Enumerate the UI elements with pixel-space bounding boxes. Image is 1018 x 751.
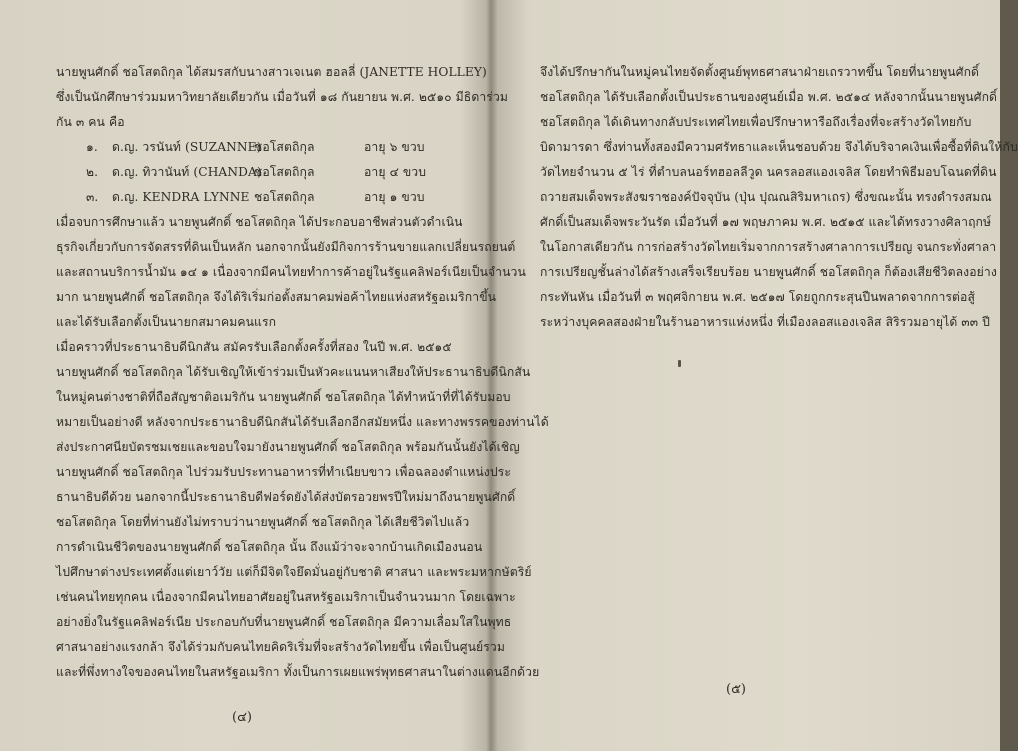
text-line: การเปรียญชั้นล่างได้สร้างเสร็จเรียบร้อย นายพูนศักดิ์ ชอโสตถิกุล ก็ต้องเสียชีวิตลงอย่าง	[540, 265, 997, 279]
left-page-text	[56, 60, 549, 685]
list-item	[56, 135, 456, 160]
text-line: การดำเนินชีวิตของนายพูนศักดิ์ ชอโสตถิกุล นั้น ถึงแม้ว่าจะจากบ้านเกิดเมืองนอน	[56, 540, 483, 554]
child-name: ด.ญ. KENDRA LYNNE	[112, 190, 250, 204]
paragraph-career	[56, 210, 526, 335]
child-age: อายุ ๖ ขวบ	[364, 140, 425, 154]
paragraph-buddhist-center	[540, 60, 1018, 335]
text-line: และสถานบริการน้ำมัน ๑๔ ๑ เนื่องจากมีคนไทยทำการค้าอยู่ในรัฐแคลิฟอร์เนียเป็นจำนวน	[56, 265, 526, 279]
text-line: หมายเป็นอย่างดี หลังจากประธานาธิบดีนิกสันได้รับเลือกอีกสมัยหนึ่ง และทางพรรคของท่านได้	[56, 415, 549, 429]
text-line: ในหมู่คนต่างชาติที่ถือสัญชาติอเมริกัน นายพูนศักดิ์ ชอโสตถิกุล ได้ทำหน้าที่ที่ได้รับมอบ	[56, 390, 511, 404]
child-number: ๑.	[86, 140, 98, 154]
child-number: ๒.	[86, 165, 99, 179]
text-line: อย่างยิ่งในรัฐแคลิฟอร์เนีย ประกอบกับที่นายพูนศักดิ์ ชอโสตถิกุล มีความเลื่อมใสในพุทธ	[56, 615, 512, 629]
list-item	[56, 185, 456, 210]
text-line: มาก นายพูนศักดิ์ ชอโสตถิกุล จึงได้ริเริ่มก่อตั้งสมาคมพ่อค้าไทยแห่งสหรัฐอเมริกาขึ้น	[56, 290, 497, 304]
child-name: ด.ญ. วรนันท์ (SUZANNE)	[112, 140, 262, 154]
text-line: ศักดิ์เป็นสมเด็จพระวันรัต เมื่อวันที่ ๑๗ พฤษภาคม พ.ศ. ๒๕๑๕ และได้ทรงวางศิลาฤกษ์	[540, 215, 992, 229]
text-line: ธุรกิจเกี่ยวกับการจัดสรรที่ดินเป็นหลัก นอกจากนั้นยังมีกิจการร้านขายแลกเปลี่ยนรถยนต์	[56, 240, 516, 254]
text-line: ธานาธิบดีด้วย นอกจากนี้ประธานาธิบดีฟอร์ดยังได้ส่งบัตรอวยพรปีใหม่มาถึงนายพูนศักดิ์	[56, 490, 516, 504]
ink-mark	[678, 360, 681, 367]
child-age: อายุ ๑ ขวบ	[364, 190, 425, 204]
text-line: นายพูนศักดิ์ ชอโสตถิกุล ไปร่วมรับประทานอาหารที่ทำเนียบขาว เพื่อฉลองตำแหน่งประ	[56, 465, 511, 479]
child-surname: ชอโสตถิกุล	[254, 165, 315, 179]
text-line: ไปศึกษาต่างประเทศตั้งแต่เยาว์วัย แต่ก็มีจิตใจยึดมั่นอยู่กับชาติ ศาสนา และพระมหากษัตริย์	[56, 565, 532, 579]
text-line: ศาสนาอย่างแรงกล้า จึงได้ร่วมกับคนไทยคิดริเริ่มที่จะสร้างวัดไทยขึ้น เพื่อเป็นศูนย์รวม	[56, 640, 505, 654]
text-line: กระทันหัน เมื่อวันที่ ๓ พฤศจิกายน พ.ศ. ๒๕๑๗ โดยถูกกระสุนปืนพลาดจากการต่อสู้	[540, 290, 976, 304]
paragraph-election	[56, 335, 549, 535]
text-line: และได้รับเลือกตั้งเป็นนายกสมาคมคนแรก	[56, 315, 277, 329]
paragraph-marriage	[56, 60, 509, 135]
text-line: บิดามารดา ซึ่งท่านทั้งสองมีความศรัทธาและเห็นชอบด้วย จึงได้บริจาคเงินเพื่อซื้อที่ดินให้กับ	[540, 140, 1018, 154]
text-line: วัดไทยจำนวน ๕ ไร่ ที่ตำบลนอร์ทฮอลลีวูด นครลอสแองเจลิส โดยทำพิธีมอบโฉนดที่ดิน	[540, 165, 997, 179]
list-item	[56, 160, 456, 185]
child-name: ด.ญ. ทิวานันท์ (CHANDA)	[112, 165, 262, 179]
child-surname: ชอโสตถิกุล	[254, 190, 315, 204]
text-line: กัน ๓ คน คือ	[56, 115, 125, 129]
child-surname: ชอโสตถิกุล	[254, 140, 315, 154]
text-line: และที่พึ่งทางใจของคนไทยในสหรัฐอเมริกา ทั้งเป็นการเผยแพร่พุทธศาสนาในต่างแดนอีกด้วย	[56, 665, 540, 679]
page-number: (๕)	[726, 682, 746, 697]
child-age: อายุ ๔ ขวบ	[364, 165, 427, 179]
text-line: ในโอกาสเดียวกัน การก่อสร้างวัดไทยเริ่มจากการสร้างศาลาการเปรียญ จนกระทั่งศาลา	[540, 240, 997, 254]
text-line: จึงได้ปรึกษากันในหมู่คนไทยจัดตั้งศูนย์พุทธศาสนาฝ่ายเถรวาทขึ้น โดยที่นายพูนศักดิ์	[540, 65, 980, 79]
paragraph-temple	[56, 535, 540, 685]
text-line: นายพูนศักดิ์ ชอโสตถิกุล ได้สมรสกับนางสาวเจเนต ฮอลลี่ (JANETTE HOLLEY)	[56, 65, 487, 79]
text-line: เมื่อคราวที่ประธานาธิบดีนิกสัน สมัครรับเลือกตั้งครั้งที่สอง ในปี พ.ศ. ๒๕๑๕	[56, 340, 452, 354]
child-number: ๓.	[86, 190, 99, 204]
text-line: ถวายสมเด็จพระสังฆราชองค์ปัจจุบัน (ปุ่น ปุณณสิริมหาเถร) ซึ่งขณะนั้น ทรงดำรงสมณ	[540, 190, 992, 204]
text-line: ชอโสตถิกุล ได้รับเลือกตั้งเป็นประธานของศูนย์เมื่อ พ.ศ. ๒๕๑๔ หลังจากนั้นนายพูนศักดิ์	[540, 90, 998, 104]
text-line: ส่งประกาศนียบัตรชมเชยและขอบใจมายังนายพูนศักดิ์ ชอโสตถิกุล พร้อมกันนั้นยังได้เชิญ	[56, 440, 520, 454]
page-number: (๔)	[232, 710, 252, 725]
text-line: ชอโสตถิกุล โดยที่ท่านยังไม่ทราบว่านายพูนศักดิ์ ชอโสตถิกุล ได้เสียชีวิตไปแล้ว	[56, 515, 470, 529]
right-page-text	[540, 60, 1018, 335]
text-line: นายพูนศักดิ์ ชอโสตถิกุล ได้รับเชิญให้เข้าร่วมเป็นหัวคะแนนหาเสียงให้ประธานาธิบดีนิกสัน	[56, 365, 531, 379]
text-line: ซึ่งเป็นนักศึกษาร่วมมหาวิทยาลัยเดียวกัน เมื่อวันที่ ๑๘ กันยายน พ.ศ. ๒๕๑๐ มีธิดาร่วม	[56, 90, 509, 104]
right-page	[494, 0, 1018, 751]
text-line: ชอโสตถิกุล ได้เดินทางกลับประเทศไทยเพื่อปรึกษาหารือถึงเรื่องที่จะสร้างวัดไทยกับ	[540, 115, 972, 129]
text-line: เช่นคนไทยทุกคน เนื่องจากมีคนไทยอาศัยอยู่ในสหรัฐอเมริกาเป็นจำนวนมาก โดยเฉพาะ	[56, 590, 516, 604]
text-line: ระหว่างบุคคลสองฝ่ายในร้านอาหารแห่งหนึ่ง ที่เมืองลอสแองเจลิส สิริรวมอายุได้ ๓๓ ปี	[540, 315, 990, 329]
children-list	[56, 135, 456, 210]
text-line: เมื่อจบการศึกษาแล้ว นายพูนศักดิ์ ชอโสตถิกุล ได้ประกอบอาชีพส่วนตัวดำเนิน	[56, 215, 463, 229]
